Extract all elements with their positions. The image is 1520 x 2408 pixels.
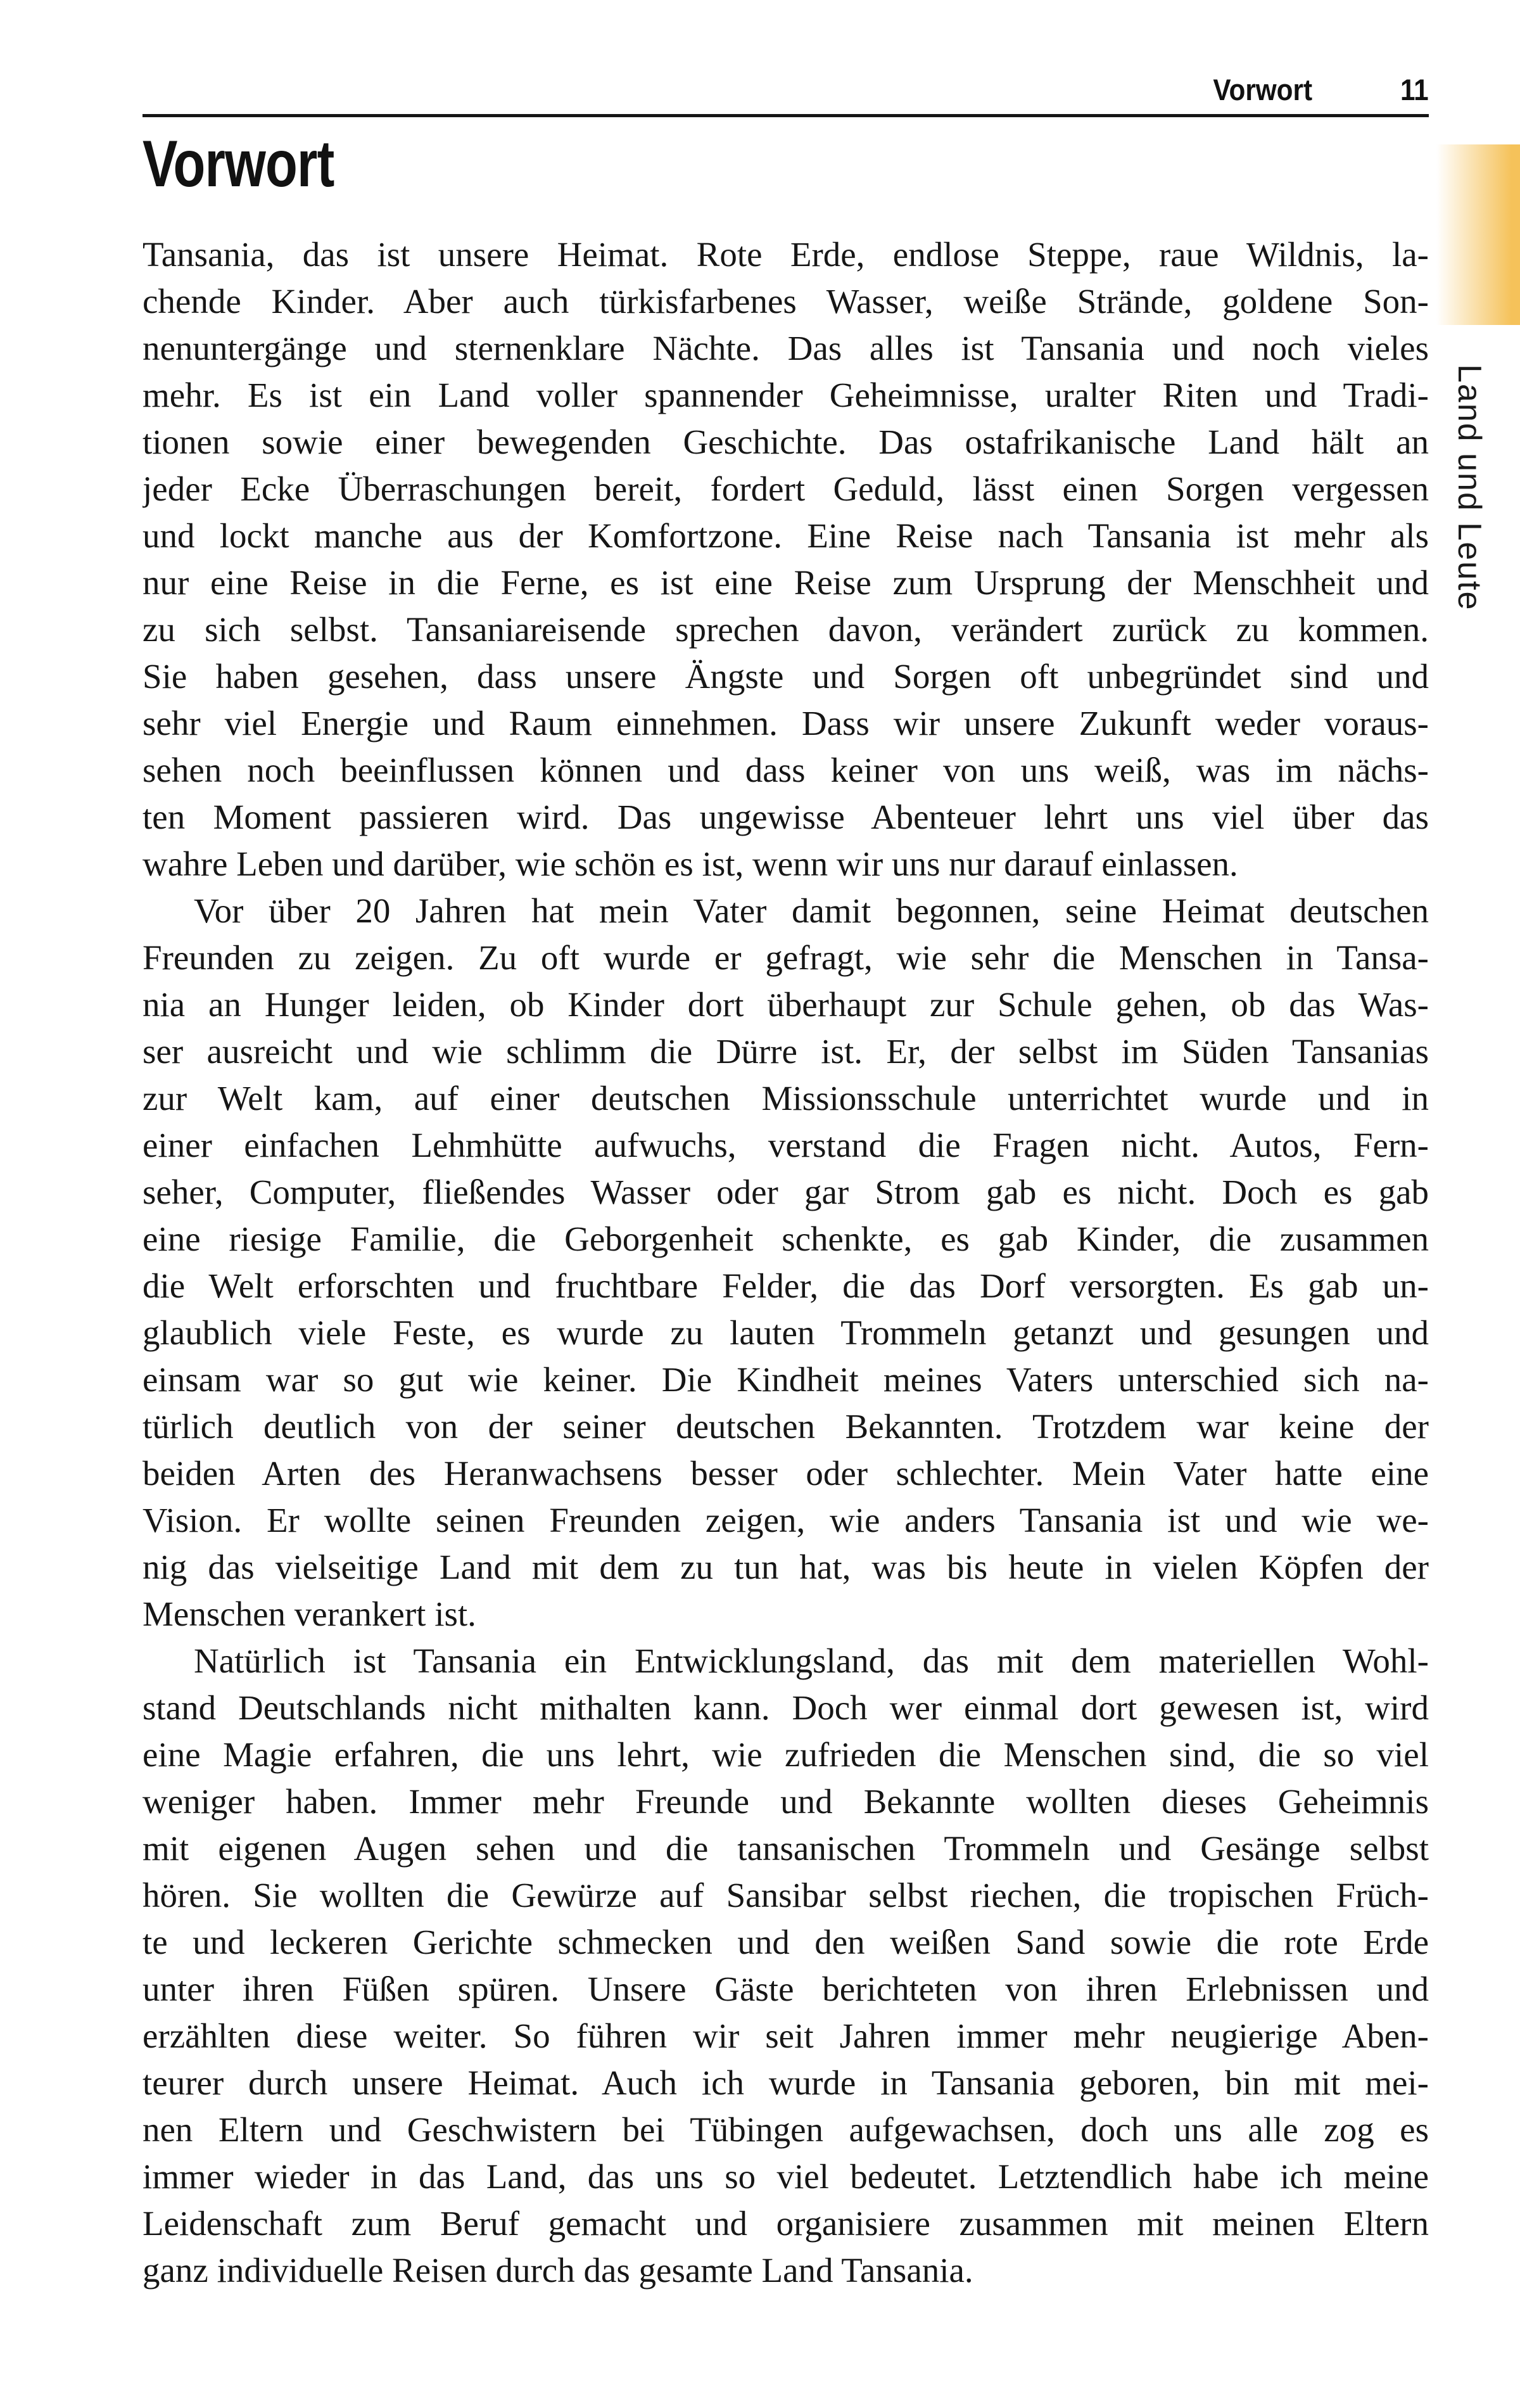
page-number: 11	[1400, 73, 1429, 106]
body-line: stand Deutschlands nicht mithalten kann. Doch wer einmal dort gewesen ist, wird	[142, 1688, 1429, 1727]
body-line: Menschen verankert ist.	[142, 1595, 476, 1633]
paragraph	[142, 888, 1429, 1638]
body-line: teurer durch unsere Heimat. Auch ich wurde in Tansania geboren, bin mit mei-	[142, 2063, 1429, 2102]
body-line: immer wieder in das Land, das uns so viel bedeutet. Letztendlich habe ich meine	[142, 2157, 1429, 2196]
body-line: nur eine Reise in die Ferne, es ist eine Reise zum Ursprung der Menschheit und	[142, 563, 1429, 602]
body-line: jeder Ecke Überraschungen bereit, fordert Geduld, lässt einen Sorgen vergessen	[142, 469, 1429, 508]
section-tab	[1436, 144, 1520, 325]
body-line: unter ihren Füßen spüren. Unsere Gäste berichteten von ihren Erlebnissen und	[142, 1970, 1429, 2008]
body-line: ser ausreicht und wie schlimm die Dürre ist. Er, der selbst im Süden Tansanias	[142, 1032, 1429, 1071]
body-line: seher, Computer, fließendes Wasser oder gar Strom gab es nicht. Doch es gab	[142, 1173, 1429, 1211]
running-header	[142, 75, 1429, 105]
body-line: mehr. Es ist ein Land voller spannender Geheimnisse, uralter Riten und Tradi-	[142, 376, 1429, 414]
body-line: sehr viel Energie und Raum einnehmen. Dass wir unsere Zukunft weder voraus-	[142, 704, 1429, 742]
paragraph	[142, 1638, 1429, 2294]
body-line: beiden Arten des Heranwachsens besser oder schlechter. Mein Vater hatte eine	[142, 1454, 1429, 1493]
body-line: glaublich viele Feste, es wurde zu lauten Trommeln getanzt und gesungen und	[142, 1313, 1429, 1352]
body-line: eine Magie erfahren, die uns lehrt, wie zufrieden die Menschen sind, die so viel	[142, 1735, 1429, 1774]
body-line: zu sich selbst. Tansaniareisende sprechen davon, verändert zurück zu kommen.	[142, 610, 1429, 649]
body-line: ten Moment passieren wird. Das ungewisse Abenteuer lehrt uns viel über das	[142, 798, 1429, 836]
body-line: Tansania, das ist unsere Heimat. Rote Erde, endlose Steppe, raue Wildnis, la-	[142, 235, 1429, 274]
body-line: tionen sowie einer bewegenden Geschichte. Das ostafrikanische Land hält an	[142, 423, 1429, 461]
body-line: mit eigenen Augen sehen und die tansanischen Trommeln und Gesänge selbst	[142, 1829, 1429, 1868]
body-line: und lockt manche aus der Komfortzone. Eine Reise nach Tansania ist mehr als	[142, 516, 1429, 555]
body-line: hören. Sie wollten die Gewürze auf Sansibar selbst riechen, die tropischen Früch-	[142, 1876, 1429, 1914]
body-line: nig das vielseitige Land mit dem zu tun hat, was bis heute in vielen Köpfen der	[142, 1548, 1429, 1586]
body-line: einer einfachen Lehmhütte aufwuchs, verstand die Fragen nicht. Autos, Fern-	[142, 1126, 1429, 1164]
body-line: wahre Leben und darüber, wie schön es ist, wenn wir uns nur darauf einlassen.	[142, 844, 1238, 883]
page-title: Vorwort	[142, 127, 334, 201]
body-line: Natürlich ist Tansania ein Entwicklungsland, das mit dem materiellen Wohl-	[194, 1641, 1429, 1680]
body-line: die Welt erforschten und fruchtbare Felder, die das Dorf versorgten. Es gab un-	[142, 1266, 1429, 1305]
body-line: nenuntergänge und sternenklare Nächte. Das alles ist Tansania und noch vieles	[142, 329, 1429, 367]
running-header-title: Vorwort	[1213, 73, 1313, 106]
body-line: sehen noch beeinflussen können und dass keiner von uns weiß, was im nächs-	[142, 751, 1429, 789]
body-line: weniger haben. Immer mehr Freunde und Bekannte wollten dieses Geheimnis	[142, 1782, 1429, 1821]
body-line: zur Welt kam, auf einer deutschen Missionsschule unterrichtet wurde und in	[142, 1079, 1429, 1118]
body-line: nen Eltern und Geschwistern bei Tübingen aufgewachsen, doch uns alle zog es	[142, 2110, 1429, 2149]
body-line: chende Kinder. Aber auch türkisfarbenes Wasser, weiße Strände, goldene Son-	[142, 282, 1429, 321]
body-line: ganz individuelle Reisen durch das gesamte Land Tansania.	[142, 2251, 973, 2290]
body-line: türlich deutlich von der seiner deutschen Bekannten. Trotzdem war keine der	[142, 1407, 1429, 1446]
section-tab-label: Land und Leute	[1451, 364, 1488, 611]
body-line: erzählten diese weiter. So führen wir seit Jahren immer mehr neugierige Aben-	[142, 2016, 1429, 2055]
body-line: Sie haben gesehen, dass unsere Ängste und Sorgen oft unbegründet sind und	[142, 657, 1429, 696]
body-line: eine riesige Familie, die Geborgenheit schenkte, es gab Kinder, die zusammen	[142, 1220, 1429, 1258]
body-line: Freunden zu zeigen. Zu oft wurde er gefragt, wie sehr die Menschen in Tansa-	[142, 938, 1429, 977]
body-line: Vision. Er wollte seinen Freunden zeigen, wie anders Tansania ist und wie we-	[142, 1501, 1429, 1539]
body-line: einsam war so gut wie keiner. Die Kindheit meines Vaters unterschied sich na-	[142, 1360, 1429, 1399]
body-text	[142, 231, 1429, 2294]
body-line: Leidenschaft zum Beruf gemacht und organisiere zusammen mit meinen Eltern	[142, 2204, 1429, 2243]
body-line: te und leckeren Gerichte schmecken und den weißen Sand sowie die rote Erde	[142, 1923, 1429, 1961]
body-line: nia an Hunger leiden, ob Kinder dort überhaupt zur Schule gehen, ob das Was-	[142, 985, 1429, 1024]
header-rule	[142, 114, 1429, 117]
body-line: Vor über 20 Jahren hat mein Vater damit begonnen, seine Heimat deutschen	[194, 891, 1429, 930]
paragraph	[142, 231, 1429, 888]
